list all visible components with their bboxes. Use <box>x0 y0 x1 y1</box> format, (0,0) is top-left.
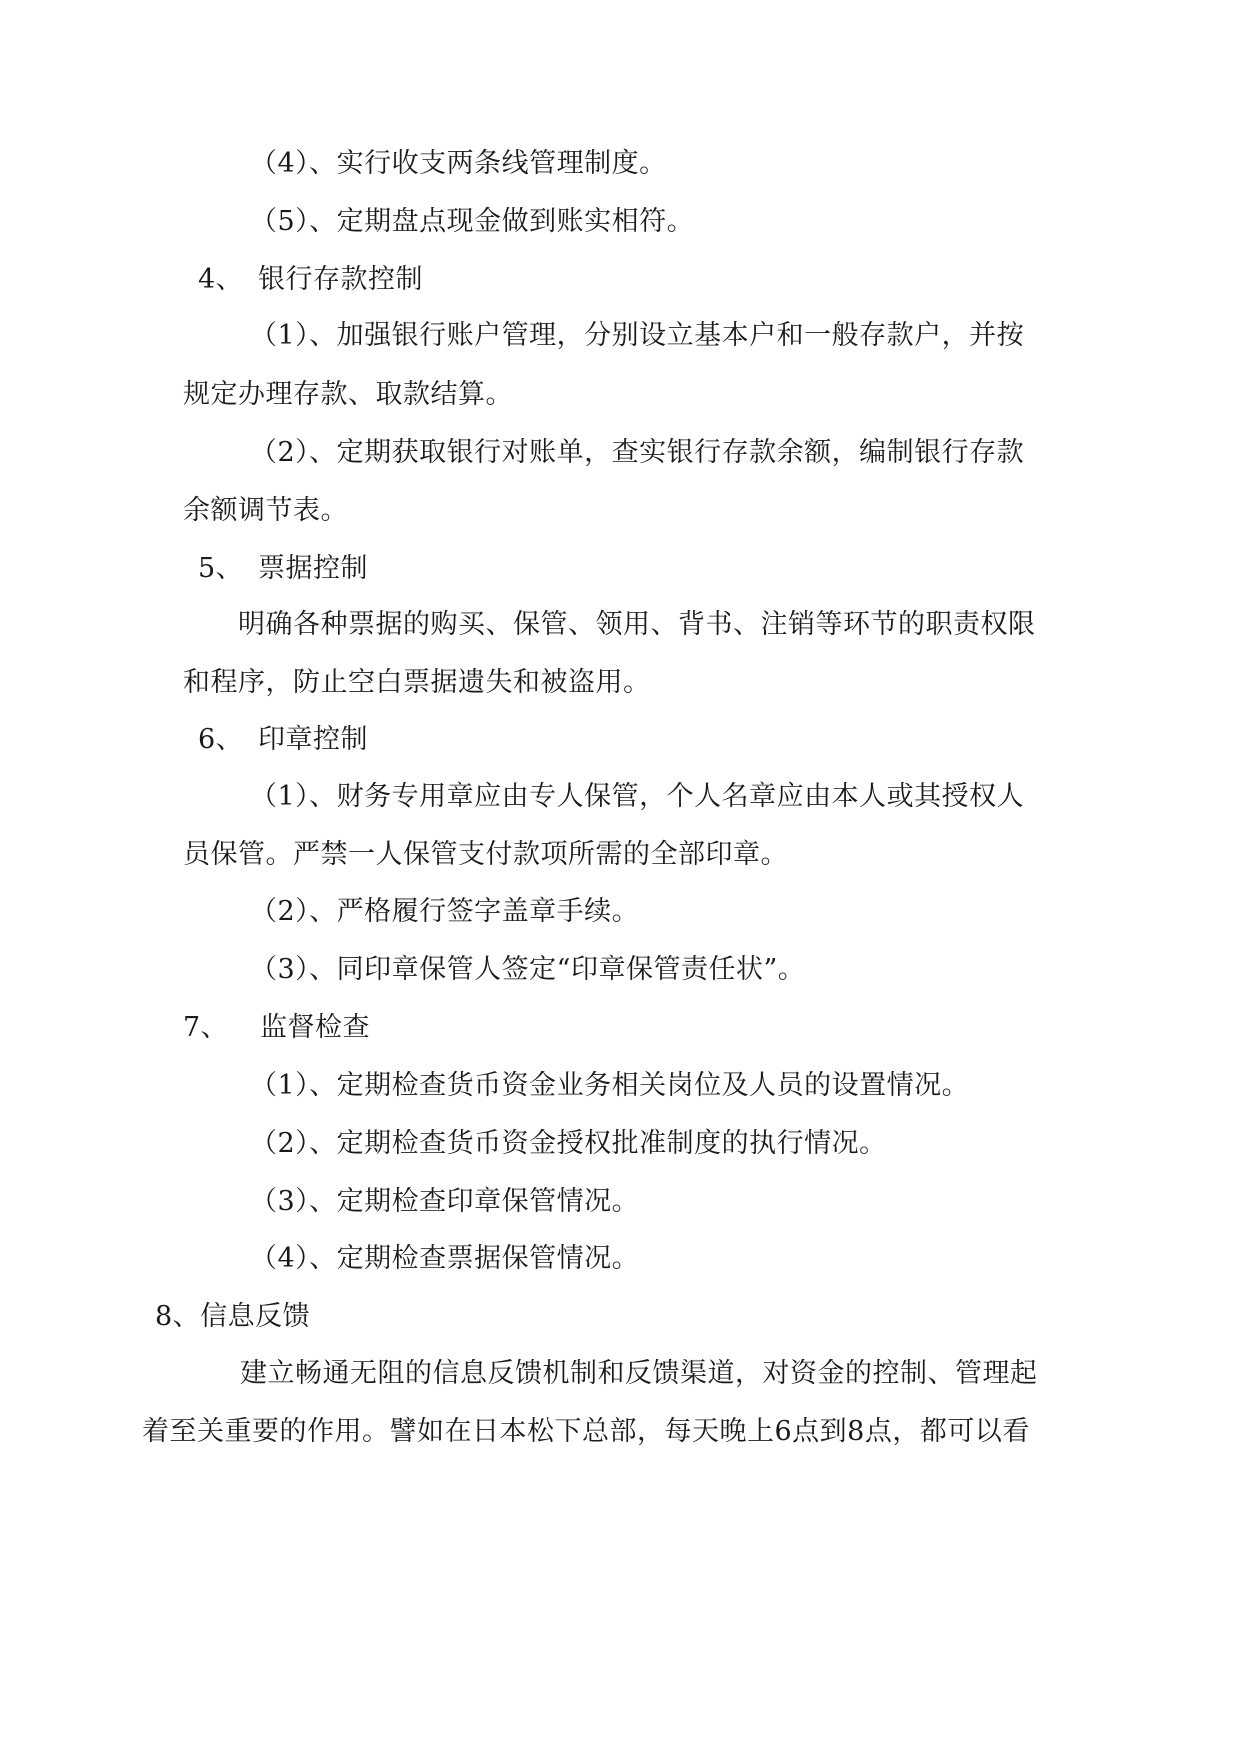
section-number: 7、 <box>183 1012 229 1043</box>
list-item: （2）、严格履行签字盖章手续。 <box>250 896 640 927</box>
section-title: 印章控制 <box>258 724 368 755</box>
section-title: 银行存款控制 <box>258 264 423 295</box>
section-number: 6、 <box>198 724 244 755</box>
paragraph-line: 员保管。严禁一人保管支付款项所需的全部印章。 <box>183 839 788 870</box>
section-heading <box>183 1011 370 1045</box>
section-heading: 8、信息反馈 <box>155 1301 311 1332</box>
paragraph-line: （2）、定期获取银行对账单，查实银行存款余额，编制银行存款 <box>250 437 1025 468</box>
list-item: （4）、定期检查票据保管情况。 <box>250 1243 640 1274</box>
paragraph-line: 和程序，防止空白票据遗失和被盗用。 <box>183 667 651 698</box>
list-item: （3）、同印章保管人签定“印章保管责任状”。 <box>250 954 806 985</box>
section-heading <box>198 552 368 586</box>
section-number: 4、 <box>198 264 244 295</box>
paragraph-line: （1）、加强银行账户管理，分别设立基本户和一般存款户，并按 <box>250 320 1025 351</box>
list-item: （5）、定期盘点现金做到账实相符。 <box>250 206 695 237</box>
paragraph-line: 建立畅通无阻的信息反馈机制和反馈渠道，对资金的控制、管理起 <box>240 1358 1038 1389</box>
paragraph-line: 明确各种票据的购买、保管、领用、背书、注销等环节的职责权限 <box>238 609 1036 640</box>
paragraph-line: 规定办理存款、取款结算。 <box>183 379 513 410</box>
paragraph-line: （1）、财务专用章应由专人保管，个人名章应由本人或其授权人 <box>250 781 1025 812</box>
list-item: （4）、实行收支两条线管理制度。 <box>250 148 667 179</box>
section-title: 监督检查 <box>260 1012 370 1043</box>
paragraph-line: 着至关重要的作用。譬如在日本松下总部，每天晚上6点到8点，都可以看 <box>142 1416 1030 1447</box>
list-item: （3）、定期检查印章保管情况。 <box>250 1186 640 1217</box>
section-heading <box>198 723 368 757</box>
section-number: 5、 <box>198 553 244 584</box>
section-heading <box>198 263 423 297</box>
list-item: （1）、定期检查货币资金业务相关岗位及人员的设置情况。 <box>250 1070 970 1101</box>
section-title: 票据控制 <box>258 553 368 584</box>
list-item: （2）、定期检查货币资金授权批准制度的执行情况。 <box>250 1128 887 1159</box>
paragraph-line: 余额调节表。 <box>183 495 348 526</box>
